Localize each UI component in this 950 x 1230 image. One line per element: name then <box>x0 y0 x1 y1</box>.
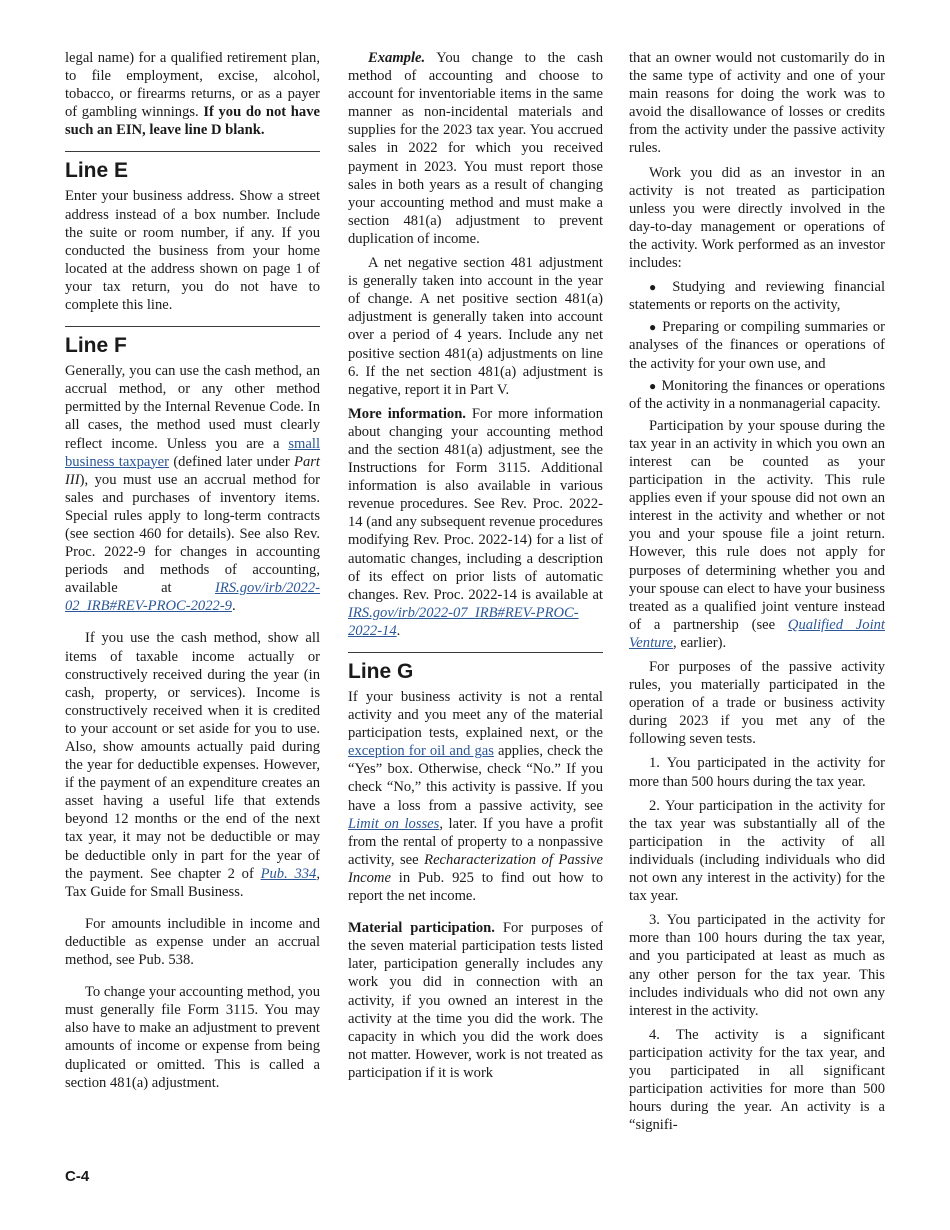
list-item <box>629 278 885 314</box>
bold-text: If you do not have such an EIN, leave line D blank. <box>65 104 320 139</box>
text-span: , Tax Guide for Small Business. <box>65 865 320 900</box>
bold-label: More information. <box>348 405 466 422</box>
bullet-text: Monitoring the finances or operations of the activity in a nonmanagerial capacity. <box>629 377 885 412</box>
text-span: , earlier). <box>673 634 727 651</box>
test-item: 3. You participated in the activity for more than 100 hours during the tax year, and you participated at least as much as any other person for the tax year. This includes individuals who did not own any interest in the activity. <box>629 912 885 1019</box>
bullet-text: Preparing or compiling summaries or analyses of the finances or operations of the activity for your own use, and <box>629 319 885 372</box>
list-item <box>629 377 885 413</box>
link-limit-on-losses[interactable]: Limit on losses <box>348 815 440 832</box>
text-span: (defined later under <box>169 453 295 470</box>
text-span: . <box>231 598 236 615</box>
link-qualified-joint-venture[interactable]: Qualified Joint Venture <box>629 616 885 651</box>
paragraph-continued: that an owner would not customarily do in the same type of activity and one of your main reasons for doing the work was to avoid the disallowance of losses or credits from the activity under the passive activity rules. <box>629 50 885 157</box>
link-pub-334[interactable]: Pub. 334 <box>260 865 317 882</box>
heading-line-e: Line E <box>65 159 129 183</box>
paragraph-spouse <box>629 417 885 652</box>
italic-text: Part III <box>65 453 320 488</box>
text-span: ), you must use an accrual method for sales and purchases of inventory items. Special rules apply to long-term contracts (see section 460 for details). See also Rev. Proc. 2022-9 for changes in accounting periods and methods of accounting, available at <box>65 471 320 597</box>
bold-label: Material participation. <box>348 920 495 937</box>
text-span: in Pub. 925 to find out how to report the net income. <box>348 869 603 905</box>
section-divider <box>65 151 320 152</box>
text-span: For purposes of the seven material participation tests listed later, participation generally includes any work you did in connection with an activity, if you owned an interest in the activity at the time you did the work. The capacity in which you did the work does not matter. However, work is not treated as participation if it is work <box>348 920 603 1081</box>
link-exception-oil-gas[interactable]: exception for oil and gas <box>348 743 494 760</box>
text-span: legal name) for a qualified retirement plan, to file employment, excise, alcohol, tobacco, or firearms returns, or as a payer of gambling winnings. <box>65 50 320 121</box>
column-3 <box>629 49 885 1140</box>
paragraph-line-e: Enter your business address. Show a street address instead of a box number. Include the suite or room number, if any. If you conducted the business from your home located at the address shown on page 1 of your tax return, you do not have to complete this line. <box>65 188 320 314</box>
paragraph-line-g <box>348 688 603 905</box>
column-2 <box>348 49 603 1088</box>
list-item <box>629 318 885 372</box>
section-divider <box>348 652 603 653</box>
test-item: 1. You participated in the activity for more than 500 hours during the tax year. <box>629 755 885 790</box>
bullet-icon: ● <box>649 280 663 295</box>
test-item: 4. The activity is a significant participation activity for the tax year, and you participated in all significant participation activities for more than 500 hours during the year. An activity is a “signifi- <box>629 1026 885 1134</box>
text-span: You change to the cash method of accounting and choose to account for inventoriable items in the same manner as non-incidental materials and supplies for the 2023 tax year. You accrued sales in 2022 for which you received payment in 2023. You must report those sales in both years as a result of changing your accounting method and must make a section 481(a) adjustment to prevent duplication of income. <box>348 50 603 247</box>
text-span: If your business activity is not a rental activity and you meet any of the material participation tests, explained next, or the <box>348 689 603 742</box>
column-1 <box>65 49 320 1098</box>
text-span: . <box>396 622 401 639</box>
paragraph-accrual: For amounts includible in income and deductible as expense under an accrual method, see Pub. 538. <box>65 915 320 969</box>
text-span: applies, check the “Yes” box. Otherwise, check “No.” If you check “No,” this activity is passive. If you have a loss from a passive activity, see <box>348 743 603 814</box>
link-rev-proc-2022-14[interactable]: IRS.gov/irb/2022-07_IRB#REV-PROC-2022-14 <box>348 604 579 639</box>
bullet-text: Studying and reviewing financial statements or reports on the activity, <box>629 279 885 314</box>
heading-line-f: Line F <box>65 334 127 358</box>
paragraph-more-information <box>348 405 603 640</box>
text-span: Generally, you can use the cash method, an accrual method, or any other method permitted by the Internal Revenue Code. In all cases, the method used must clearly reflect income. Unless you are a <box>65 363 320 452</box>
paragraph-example <box>348 49 603 248</box>
paragraph-cash-method <box>65 629 320 900</box>
paragraph-ein <box>65 49 320 139</box>
paragraph-net-negative: A net negative section 481 adjustment is generally taken into account in the year of change. A net positive section 481(a) adjustment is generally taken into account over a period of 4 years. Include any net positive section 481(a) adjustments on line 6. If the net section 481(a) adjustment is negative, report it in Part V. <box>348 255 603 398</box>
bullet-icon: ● <box>649 378 658 393</box>
link-small-business-taxpayer[interactable]: small business taxpayer <box>65 435 320 470</box>
paragraph-change-method: To change your accounting method, you must generally file Form 3115. You may also have to make an adjustment to prevent amounts of income or expense from being duplicated or omitted. This is called a section 481(a) adjustment. <box>65 984 320 1091</box>
test-item: 2. Your participation in the activity for the tax year was substantially all of the participation in the activity of all individuals (including individuals who did not own any interest in the activity) for the tax year. <box>629 797 885 905</box>
section-divider <box>65 326 320 327</box>
page-number: C-4 <box>65 1168 90 1185</box>
text-span: , later. If you have a profit from the rental of property to a nonpassive activity, see <box>348 815 603 868</box>
example-label: Example. <box>368 50 426 66</box>
bullet-icon: ● <box>649 320 658 335</box>
paragraph-investor: Work you did as an investor in an activity is not treated as participation unless you were directly involved in the day-to-day management or operations of the activity. Work performed as an investor includes: <box>629 164 885 272</box>
paragraph-passive-rules: For purposes of the passive activity rules, you materially participated in the operation of a trade or business activity during 2023 if you met any of the following seven tests. <box>629 659 885 748</box>
paragraph-line-f <box>65 362 320 615</box>
text-span: For more information about changing your accounting method and the section 481(a) adjustment, see the Instructions for Form 3115. Additional information is also available in various revenue procedures. See Rev. Proc. 2022-14 (and any subsequent revenue procedures modifying Rev. Proc. 2022-14) for a list of automatic changes, including a description of its effect on prior lists of automatic changes. Rev. Proc. 2022-14 is available at <box>348 405 603 603</box>
italic-text: Recharacterization of Passive Income <box>348 851 603 886</box>
link-rev-proc-2022-9[interactable]: IRS.gov/irb/2022-02_IRB#REV-PROC-2022-9 <box>65 580 320 615</box>
text-span: Participation by your spouse during the tax year in an activity in which you own an interest can be counted as your participation in the activity. This rule applies even if your spouse did not own an interest in the activity and whether or not you and your spouse file a joint return. However, this rule does not apply for purposes of determining whether you and your spouse can elect to have your business treated as a qualified joint venture instead of a partnership (see <box>629 417 885 633</box>
paragraph-material-participation <box>348 919 603 1082</box>
heading-line-g: Line G <box>348 660 414 683</box>
text-span: If you use the cash method, show all items of taxable income actually or constructively received during the year (in cash, property, or services). Income is constructively received when it is credited to your account or set aside for you to use. Also, show amounts actually paid during the year for deductible expenses. However, if the payment of an expenditure creates an asset having a useful life that extends beyond 12 months or the end of the next tax year, it may not be deductible or may be deductible only in part for the year of the payment. See chapter 2 of <box>65 630 320 882</box>
